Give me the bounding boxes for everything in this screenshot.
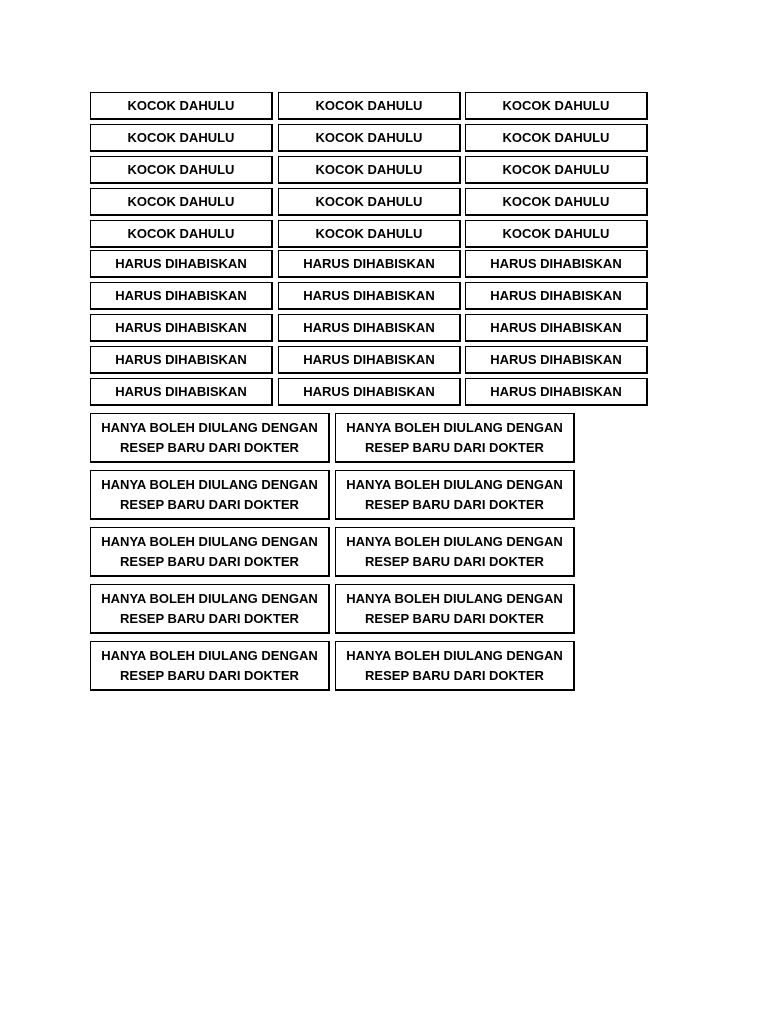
label-line-1: HANYA BOLEH DIULANG DENGAN [346,590,563,606]
label-hanya-boleh-diulang [90,413,330,463]
label-line-2: RESEP BARU DARI DOKTER [365,553,544,569]
label-hanya-boleh-diulang [335,470,575,520]
label-hanya-boleh-diulang [335,527,575,577]
label-line-1: HANYA BOLEH DIULANG DENGAN [346,647,563,663]
label-harus-dihabiskan: HARUS DIHABISKAN [278,346,461,374]
label-line-1: HANYA BOLEH DIULANG DENGAN [101,590,318,606]
label-harus-dihabiskan: HARUS DIHABISKAN [90,378,273,406]
label-line-2: RESEP BARU DARI DOKTER [120,667,299,683]
label-harus-dihabiskan: HARUS DIHABISKAN [278,378,461,406]
label-hanya-boleh-diulang [335,413,575,463]
label-kocok-dahulu: KOCOK DAHULU [90,220,273,248]
label-line-1: HANYA BOLEH DIULANG DENGAN [346,419,563,435]
label-line-2: RESEP BARU DARI DOKTER [365,610,544,626]
label-harus-dihabiskan: HARUS DIHABISKAN [90,282,273,310]
label-line-1: HANYA BOLEH DIULANG DENGAN [346,533,563,549]
label-line-2: RESEP BARU DARI DOKTER [120,496,299,512]
label-harus-dihabiskan: HARUS DIHABISKAN [465,314,648,342]
label-hanya-boleh-diulang [90,641,330,691]
label-line-2: RESEP BARU DARI DOKTER [120,610,299,626]
label-hanya-boleh-diulang [335,641,575,691]
label-line-1: HANYA BOLEH DIULANG DENGAN [101,419,318,435]
label-line-2: RESEP BARU DARI DOKTER [365,667,544,683]
label-hanya-boleh-diulang [335,584,575,634]
label-line-2: RESEP BARU DARI DOKTER [365,439,544,455]
label-kocok-dahulu: KOCOK DAHULU [278,92,461,120]
label-line-2: RESEP BARU DARI DOKTER [365,496,544,512]
label-line-1: HANYA BOLEH DIULANG DENGAN [101,533,318,549]
label-kocok-dahulu: KOCOK DAHULU [90,188,273,216]
label-kocok-dahulu: KOCOK DAHULU [90,92,273,120]
label-line-2: RESEP BARU DARI DOKTER [120,439,299,455]
label-line-1: HANYA BOLEH DIULANG DENGAN [101,647,318,663]
label-kocok-dahulu: KOCOK DAHULU [90,124,273,152]
label-harus-dihabiskan: HARUS DIHABISKAN [465,378,648,406]
label-harus-dihabiskan: HARUS DIHABISKAN [90,346,273,374]
label-harus-dihabiskan: HARUS DIHABISKAN [278,314,461,342]
label-kocok-dahulu: KOCOK DAHULU [278,220,461,248]
label-kocok-dahulu: KOCOK DAHULU [465,124,648,152]
label-harus-dihabiskan: HARUS DIHABISKAN [465,250,648,278]
label-harus-dihabiskan: HARUS DIHABISKAN [465,282,648,310]
label-kocok-dahulu: KOCOK DAHULU [278,188,461,216]
label-harus-dihabiskan: HARUS DIHABISKAN [465,346,648,374]
label-harus-dihabiskan: HARUS DIHABISKAN [90,314,273,342]
label-kocok-dahulu: KOCOK DAHULU [465,188,648,216]
label-kocok-dahulu: KOCOK DAHULU [278,156,461,184]
label-harus-dihabiskan: HARUS DIHABISKAN [278,282,461,310]
label-kocok-dahulu: KOCOK DAHULU [465,220,648,248]
label-hanya-boleh-diulang [90,584,330,634]
label-hanya-boleh-diulang [90,470,330,520]
label-line-2: RESEP BARU DARI DOKTER [120,553,299,569]
label-line-1: HANYA BOLEH DIULANG DENGAN [346,476,563,492]
label-hanya-boleh-diulang [90,527,330,577]
label-harus-dihabiskan: HARUS DIHABISKAN [90,250,273,278]
label-line-1: HANYA BOLEH DIULANG DENGAN [101,476,318,492]
label-kocok-dahulu: KOCOK DAHULU [278,124,461,152]
label-kocok-dahulu: KOCOK DAHULU [90,156,273,184]
label-kocok-dahulu: KOCOK DAHULU [465,92,648,120]
label-kocok-dahulu: KOCOK DAHULU [465,156,648,184]
label-harus-dihabiskan: HARUS DIHABISKAN [278,250,461,278]
